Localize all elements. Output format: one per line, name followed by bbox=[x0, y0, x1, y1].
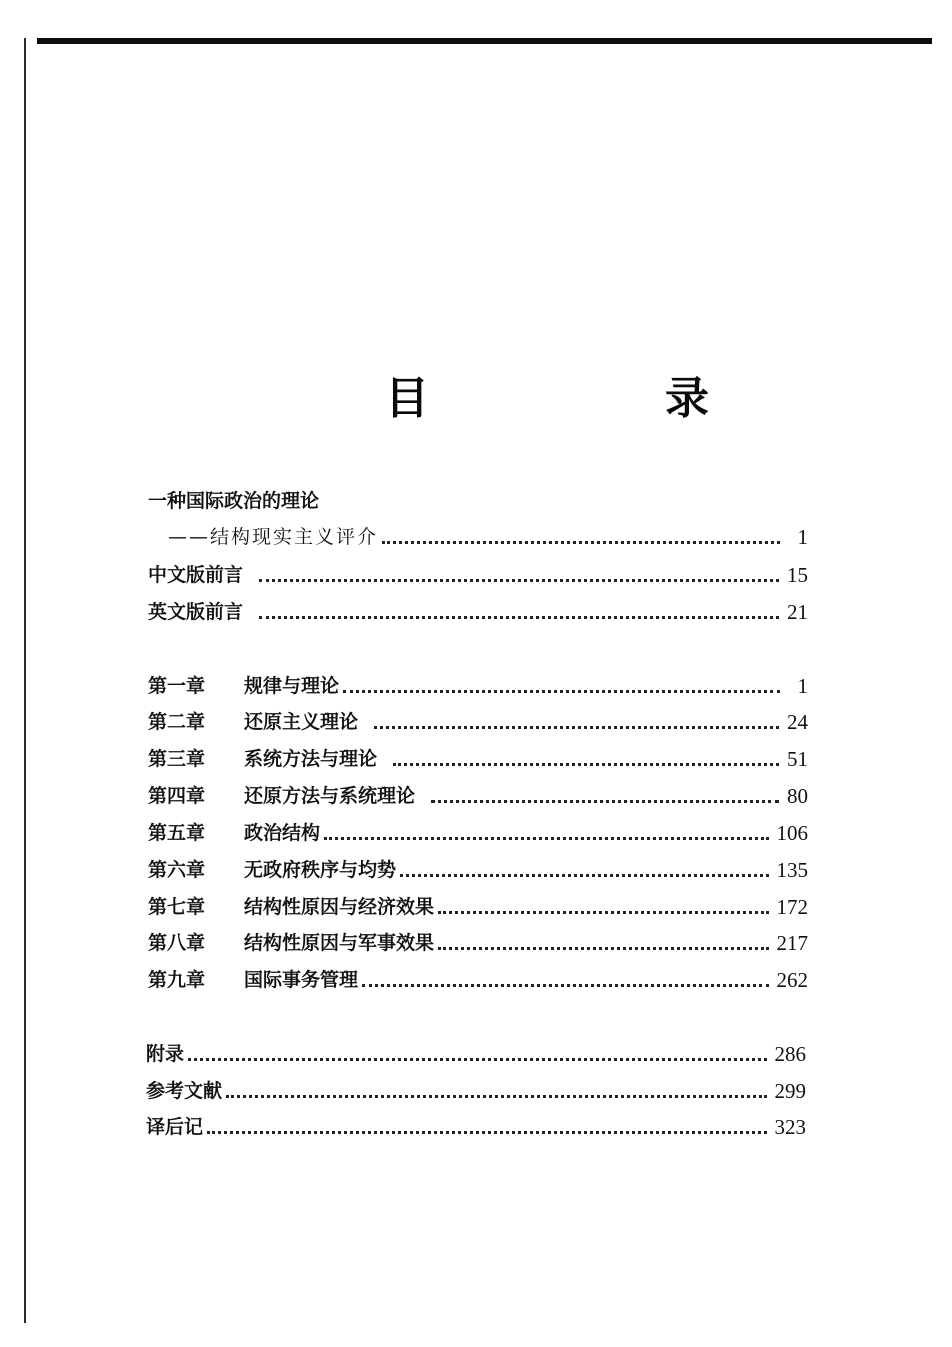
page-title: 目 录 bbox=[385, 373, 805, 424]
toc-chapter-number: 第九章 bbox=[148, 969, 206, 991]
toc-chapter-title: 政治结构 bbox=[244, 822, 321, 844]
toc-chapter-title: 规律与理论 bbox=[244, 675, 340, 697]
dot-leader bbox=[259, 579, 779, 582]
toc-page-number: 217 bbox=[776, 931, 808, 955]
toc-chapter-entry[interactable] bbox=[148, 965, 808, 993]
toc-page-number: 24 bbox=[787, 710, 808, 734]
toc-chapter-entry[interactable] bbox=[148, 671, 808, 699]
dot-leader bbox=[188, 1058, 766, 1061]
toc-page-number: 135 bbox=[776, 858, 808, 882]
toc-chapter-number: 第七章 bbox=[148, 896, 206, 918]
toc-page-number: 262 bbox=[776, 968, 808, 992]
dot-leader bbox=[362, 984, 768, 987]
toc-entry[interactable] bbox=[146, 1112, 806, 1140]
dot-leader bbox=[259, 616, 779, 619]
toc-entry[interactable] bbox=[148, 560, 808, 588]
toc-chapter-number: 第八章 bbox=[148, 932, 206, 954]
toc-page-number: 21 bbox=[787, 600, 808, 624]
page-top-rule bbox=[37, 38, 932, 44]
toc-chapter-number: 第四章 bbox=[148, 785, 206, 807]
toc-page-number: 80 bbox=[787, 784, 808, 808]
dot-leader bbox=[400, 874, 768, 877]
dot-leader bbox=[374, 726, 779, 729]
toc-chapter-title: 系统方法与理论 bbox=[244, 748, 378, 770]
toc-entry-label: 译后记 bbox=[146, 1116, 204, 1138]
toc-heading: 一种国际政治的理论 bbox=[148, 490, 320, 512]
toc-chapter-number: 第一章 bbox=[148, 675, 206, 697]
dot-leader bbox=[324, 837, 768, 840]
dot-leader bbox=[207, 1131, 766, 1134]
toc-chapter-entry[interactable] bbox=[148, 818, 808, 846]
toc-chapter-title: 国际事务管理 bbox=[244, 969, 359, 991]
toc-chapter-entry[interactable] bbox=[148, 707, 808, 735]
toc-chapter-number: 第六章 bbox=[148, 859, 206, 881]
toc-page-number: 51 bbox=[787, 747, 808, 771]
dot-leader bbox=[431, 800, 779, 803]
toc-entry-label: 中文版前言 bbox=[148, 564, 244, 586]
toc-page-number: 1 bbox=[797, 674, 808, 698]
toc-chapter-entry[interactable] bbox=[148, 781, 808, 809]
toc-page-number: 1 bbox=[797, 525, 808, 549]
toc-chapter-title: 无政府秩序与均势 bbox=[244, 859, 397, 881]
toc-chapter-number: 第五章 bbox=[148, 822, 206, 844]
toc-entry[interactable] bbox=[168, 522, 808, 550]
toc-entry-subtitle: ——结构现实主义评介 bbox=[168, 526, 379, 548]
toc-entry-label: 附录 bbox=[146, 1043, 185, 1065]
toc-page-number: 299 bbox=[774, 1079, 806, 1103]
toc-chapter-entry[interactable] bbox=[148, 744, 808, 772]
dot-leader bbox=[393, 763, 779, 766]
toc-page-number: 106 bbox=[776, 821, 808, 845]
toc-chapter-number: 第三章 bbox=[148, 748, 206, 770]
toc-entry-label: 参考文献 bbox=[146, 1080, 223, 1102]
toc-page-number: 172 bbox=[776, 895, 808, 919]
toc-entry-label: 英文版前言 bbox=[148, 601, 244, 623]
toc-chapter-title: 结构性原因与军事效果 bbox=[244, 932, 435, 954]
toc-entry[interactable] bbox=[146, 1039, 806, 1067]
toc-page-number: 323 bbox=[774, 1115, 806, 1139]
toc-page-number: 15 bbox=[787, 563, 808, 587]
toc-chapter-title: 还原方法与系统理论 bbox=[244, 785, 416, 807]
toc-chapter-entry[interactable] bbox=[148, 892, 808, 920]
toc-chapter-entry[interactable] bbox=[148, 928, 808, 956]
toc-chapter-title: 还原主义理论 bbox=[244, 711, 359, 733]
dot-leader bbox=[438, 947, 768, 950]
toc-chapter-entry[interactable] bbox=[148, 855, 808, 883]
toc-chapter-number: 第二章 bbox=[148, 711, 206, 733]
toc-page-number: 286 bbox=[774, 1042, 806, 1066]
toc-chapter-title: 结构性原因与经济效果 bbox=[244, 896, 435, 918]
dot-leader bbox=[343, 690, 780, 693]
dot-leader bbox=[382, 541, 780, 544]
dot-leader bbox=[226, 1095, 766, 1098]
dot-leader bbox=[438, 911, 768, 914]
toc-heading-line bbox=[148, 486, 808, 514]
toc-entry[interactable] bbox=[146, 1076, 806, 1104]
toc-entry[interactable] bbox=[148, 597, 808, 625]
page-left-border bbox=[24, 38, 26, 1323]
